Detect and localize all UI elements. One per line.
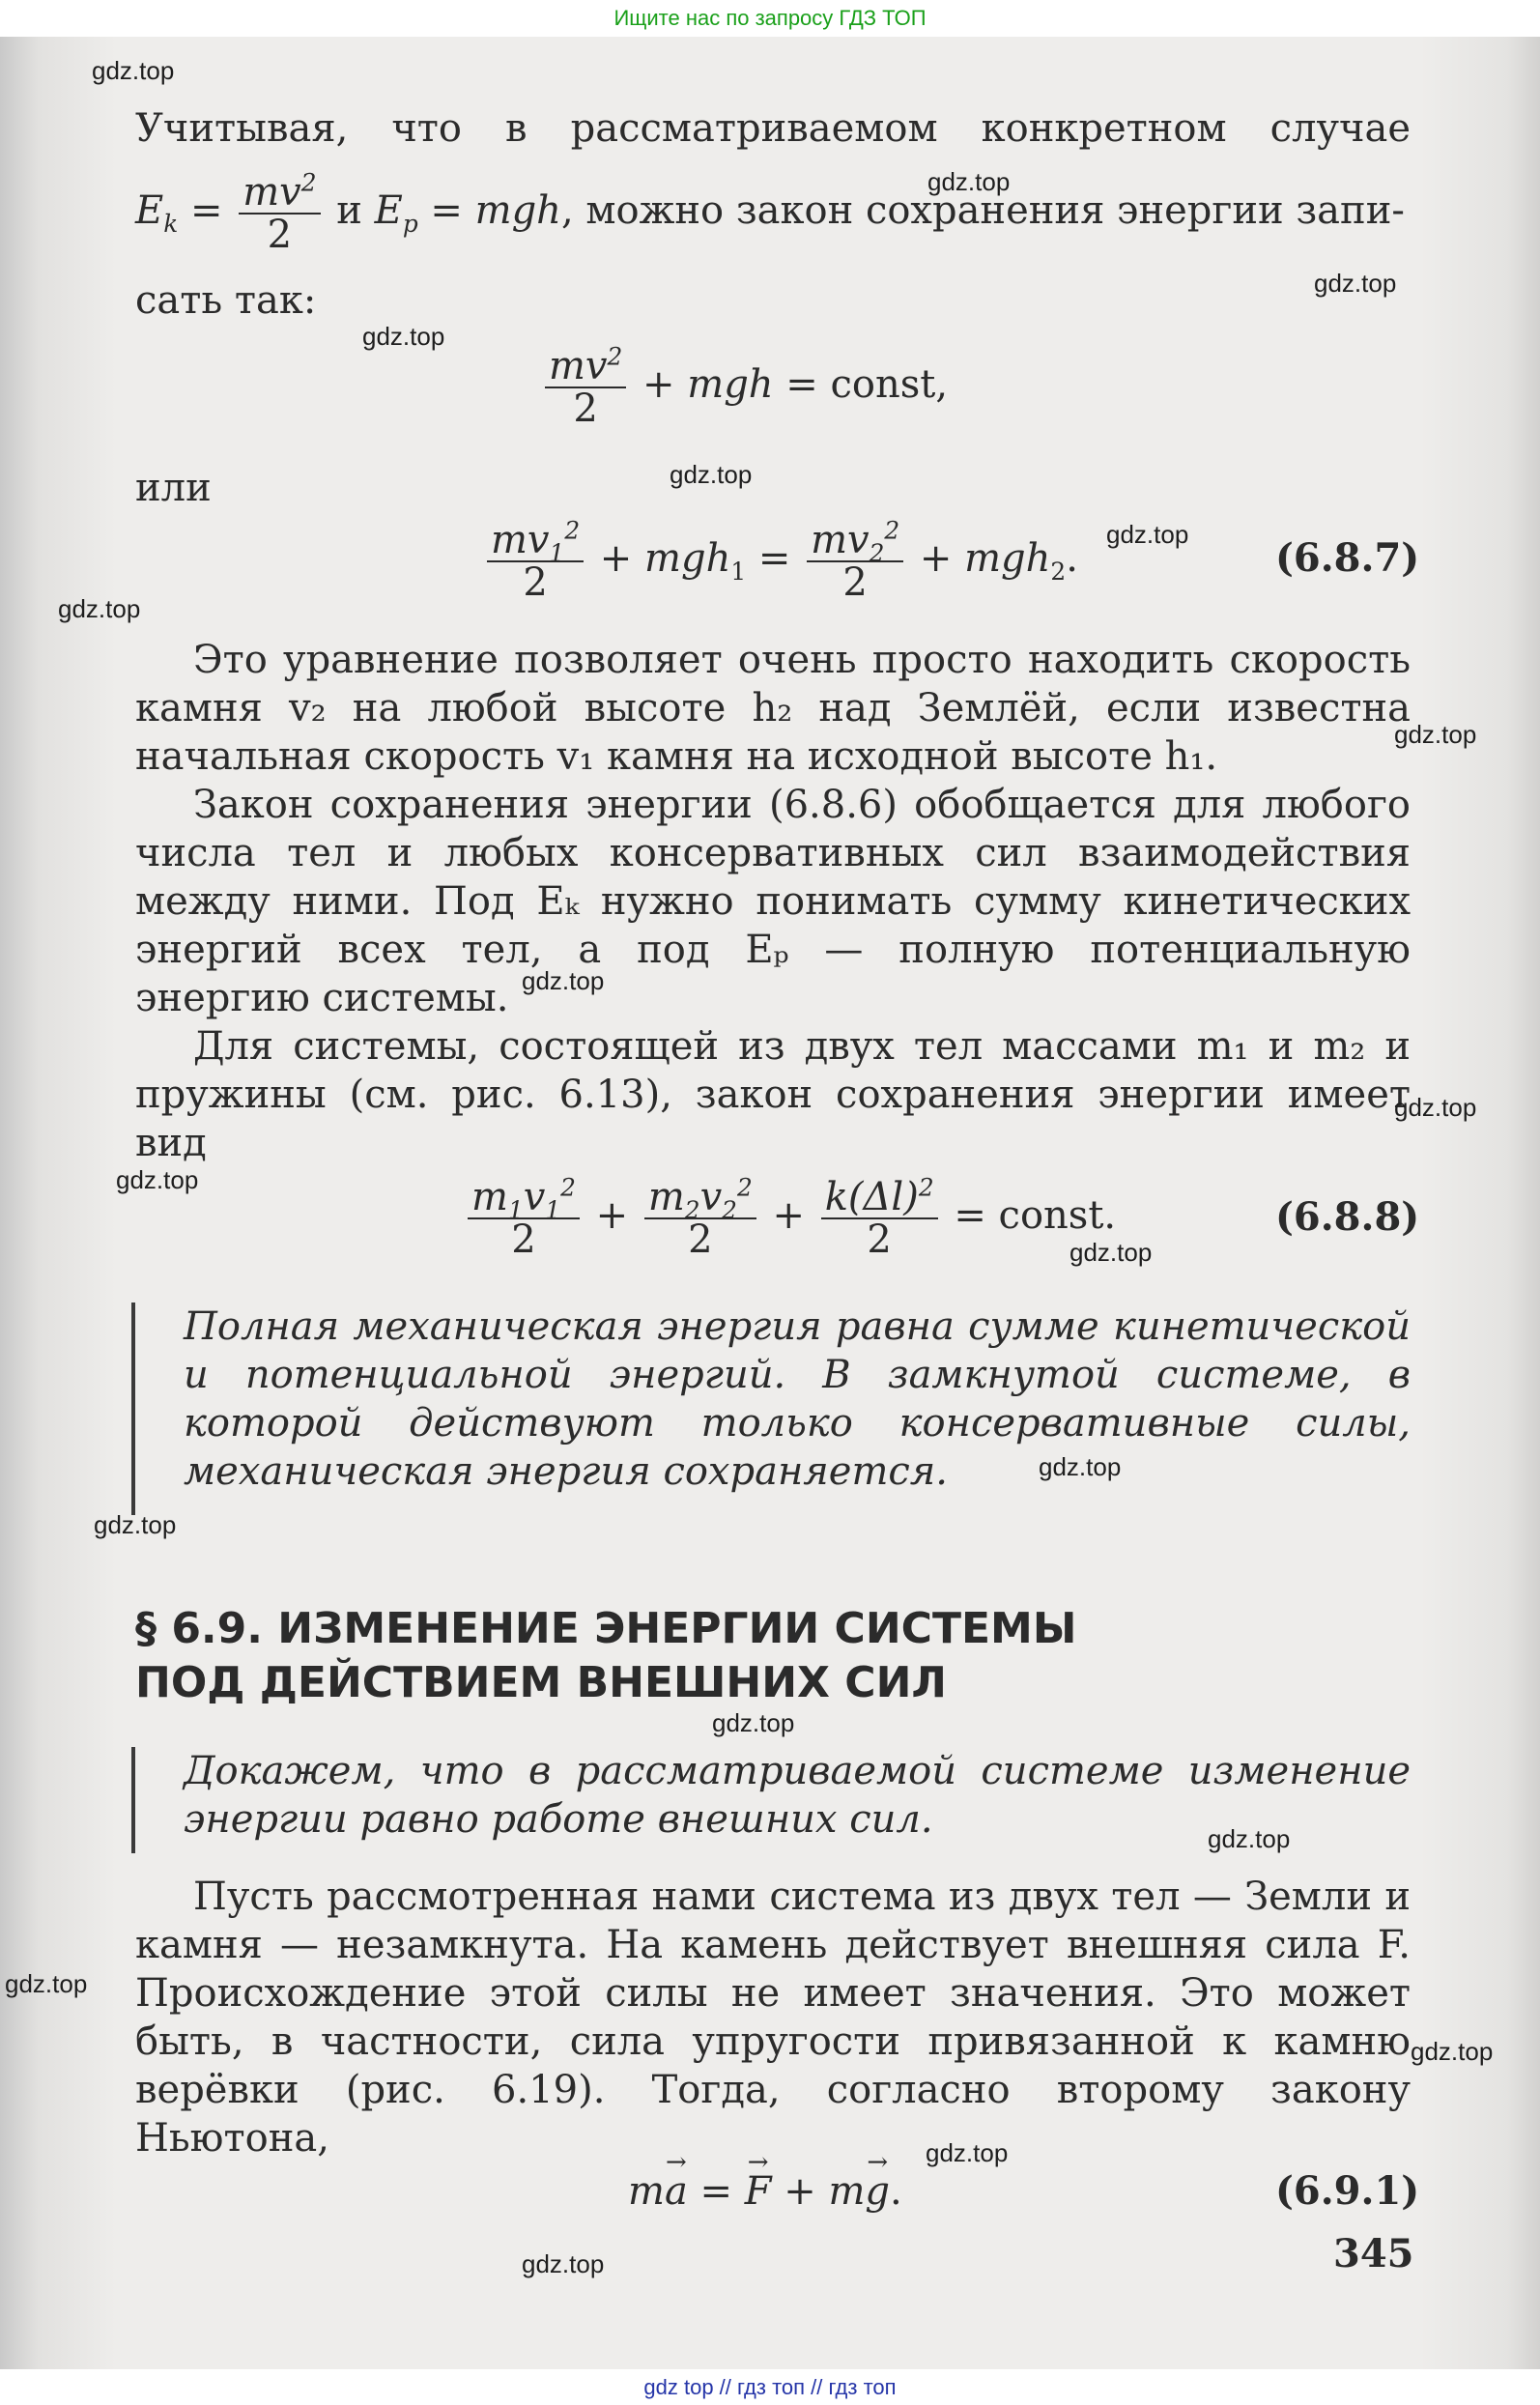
paragraph-speed: Это уравнение позволяет очень просто находить скорость камня v₂ на любой высоте h₂ над Землёй, если известна начальная скорость v₁ камня на исходной высоте h₁.: [135, 638, 1411, 779]
paragraph-two-bodies: Для системы, состоящей из двух тел массами m₁ и m₂ и пружины (см. рис. 6.13), закон сохранения энергии имеет вид: [135, 1024, 1411, 1165]
watermark: gdz.top: [1314, 269, 1397, 298]
watermark: gdz.top: [92, 56, 175, 85]
page-content: [0, 37, 1540, 2369]
watermark: gdz.top: [1394, 720, 1477, 749]
paragraph-intro-line2: $E_k$ = $\frac{mv^2}{2}$ и $E_p$ = mgh, можно закон сохранения энергии запи-: [135, 168, 1405, 257]
intro-continuation: , можно закон сохранения энергии запи-: [560, 188, 1405, 233]
bottom-banner[interactable]: gdz top // гдз топ // гдз топ: [643, 2375, 897, 2399]
paragraph-generalization: Закон сохранения энергии (6.8.6) обобщается для любого числа тел и любых консервативных сил взаимодействия между ними. Под Eₖ нужно понимать сумму кинетических энергий всех тел, а под Eₚ — полную потенциальную энергию системы.: [135, 783, 1411, 1020]
scanned-page: [0, 37, 1540, 2369]
equation-6-8-8: $\frac{m_1v_1^2}{2}$ + $\frac{m_2v_2^2}{2}$ + $\frac{k(\Delta l)^2}{2}$ = const.: [464, 1177, 1116, 1260]
equation-number-6-8-7: (6.8.7): [1275, 535, 1420, 581]
fraction-kinetic: $\frac{mv^2}{2}$: [239, 172, 320, 255]
equation-number-6-9-1: (6.9.1): [1275, 2168, 1420, 2214]
const-text-2: = const.: [954, 1193, 1117, 1238]
watermark: gdz.top: [1208, 1824, 1291, 1853]
paragraph-intro-line1: Учитывая, что в рассматриваемом конкретном случае: [135, 106, 1411, 151]
top-banner[interactable]: Ищите нас по запросу ГДЗ ТОП: [613, 6, 927, 30]
watermark: gdz.top: [1411, 2037, 1494, 2066]
equation-6-8-7: $\frac{mv_1^2}{2}$ + mgh$_1$ = $\frac{mv_2^2}{2}$ + mgh$_2$.: [483, 520, 1078, 603]
const-text: const,: [830, 362, 949, 407]
watermark: gdz.top: [1039, 1452, 1122, 1481]
watermark: gdz.top: [712, 1708, 795, 1737]
watermark: gdz.top: [1394, 1093, 1477, 1122]
watermark: gdz.top: [522, 966, 605, 995]
rule-mechanical-energy: Полная механическая энергия равна сумме кинетической и потенциальной энергий. В замкнутой системе, в которой действуют только консервативные силы, механическая энергия сохраняется.: [184, 1304, 1411, 1494]
watermark: gdz.top: [522, 2249, 605, 2278]
word-and: и: [336, 188, 362, 233]
paragraph-external-force: Пусть рассмотренная нами система из двух тел — Земли и камня — незамкнута. На камень действует внешняя сила F. Происхождение этой силы не имеет значения. Это может быть, в частности, сила упругости привязанной к камню верёвки (рис. 6.19). Тогда, согласно второму закону Ньютона,: [135, 1875, 1411, 2161]
rule-prove-statement: Докажем, что в рассматриваемой системе изменение энергии равно работе внешних сил.: [184, 1749, 1411, 1842]
equation-number-6-8-8: (6.8.8): [1275, 1194, 1420, 1240]
page-number: 345: [1333, 2231, 1414, 2276]
watermark: gdz.top: [362, 322, 445, 351]
watermark: gdz.top: [116, 1165, 199, 1194]
watermark: gdz.top: [58, 594, 141, 623]
watermark: gdz.top: [926, 2138, 1009, 2167]
equation-6-9-1: m→ a = → F + m→ g.: [628, 2167, 902, 2216]
equation-energy-const: $\frac{mv^2}{2}$ + mgh = const,: [541, 346, 948, 429]
highlight-bar-2: [131, 1747, 135, 1853]
paragraph-intro-line3: сать так:: [135, 278, 317, 323]
highlight-bar-1: [131, 1303, 135, 1515]
watermark: gdz.top: [94, 1510, 177, 1539]
watermark: gdz.top: [5, 1969, 88, 1998]
section-title-line2: ПОД ДЕЙСТВИЕМ ВНЕШНИХ СИЛ: [135, 1658, 947, 1707]
watermark: gdz.top: [1069, 1238, 1153, 1267]
section-title-line1: § 6.9. ИЗМЕНЕНИЕ ЭНЕРГИИ СИСТЕМЫ: [135, 1604, 1077, 1653]
word-or: или: [135, 466, 212, 510]
watermark: gdz.top: [670, 460, 753, 489]
watermark: gdz.top: [1106, 520, 1189, 549]
watermark: gdz.top: [927, 167, 1011, 196]
